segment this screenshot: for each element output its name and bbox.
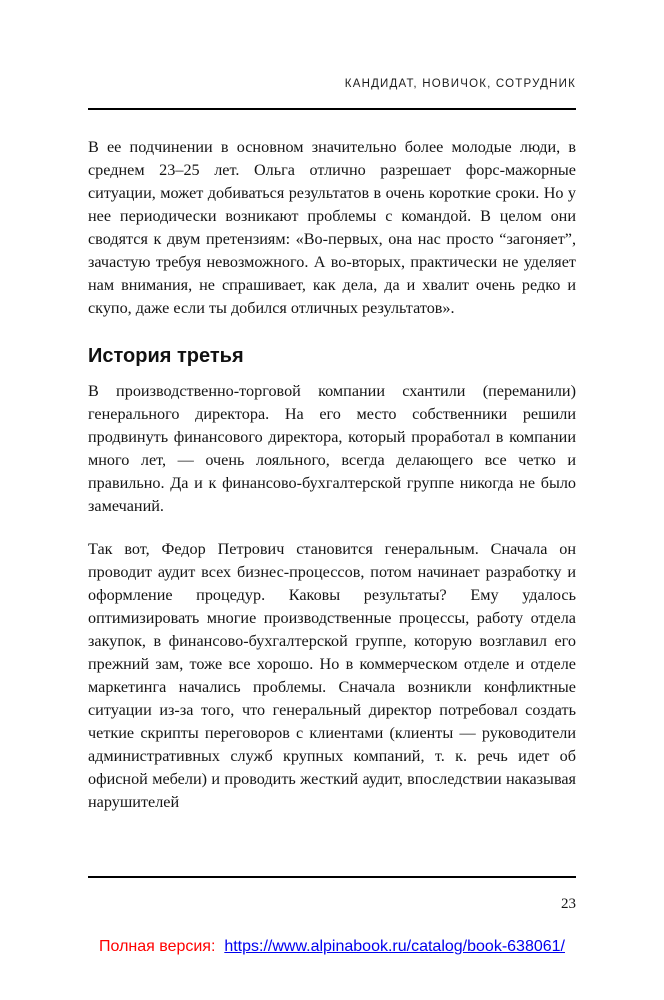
paragraph: В производственно-торговой компании схантили (переманили) генерального директора. На его место собственники решили продвинуть финансового директора, который проработал в компании много лет, — очень лояльного, всегда делающего все четко и правильно. Да и к финансово-бухгалтерской группе никогда не было замечаний.	[88, 382, 576, 515]
running-head: КАНДИДАТ, НОВИЧОК, СОТРУДНИК	[344, 78, 576, 90]
full-version-link[interactable]: https://www.alpinabook.ru/catalog/book-638061/	[224, 938, 565, 955]
header-divider	[88, 108, 576, 110]
page-number: 23	[561, 896, 576, 912]
section-heading: История третья	[88, 345, 244, 367]
body-text	[88, 136, 576, 814]
footer-prefix-label: Полная версия:	[99, 938, 216, 955]
footer-link-line	[0, 938, 664, 956]
paragraph: Так вот, Федор Петрович становится генеральным. Сначала он проводит аудит всех бизнес-процессов, потом начинает разработку и оформление процедур. Каковы результаты? Ему удалось оптимизировать многие производственные процессы, работу отдела закупок, в финансово-бухгалтерской группе, которую возглавил его прежний зам, тоже все хорошо. Но в коммерческом отделе и отделе маркетинга начались проблемы. Сначала возникли конфликтные ситуации из-за того, что генеральный директор потребовал создать четкие скрипты переговоров с клиентами (клиенты — руководители административных служб крупных компаний, т. к. речь идет об офисной мебели) и проводить жесткий аудит, впоследствии наказывая нарушителей	[88, 540, 576, 811]
paragraph: В ее подчинении в основном значительно более молодые люди, в среднем 23–25 лет. Ольга отлично разрешает форс-мажорные ситуации, может добиваться результатов в очень короткие сроки. Но у нее периодически возникают проблемы с командой. В целом они сводятся к двум претензиям: «Во-первых, она нас просто “загоняет”, зачастую требуя невозможного. А во-вторых, практически не уделяет нам внимания, не спрашивает, как дела, да и хвалит очень редко и скупо, даже если ты добился отличных результатов».	[88, 138, 576, 317]
footer-divider	[88, 876, 576, 878]
